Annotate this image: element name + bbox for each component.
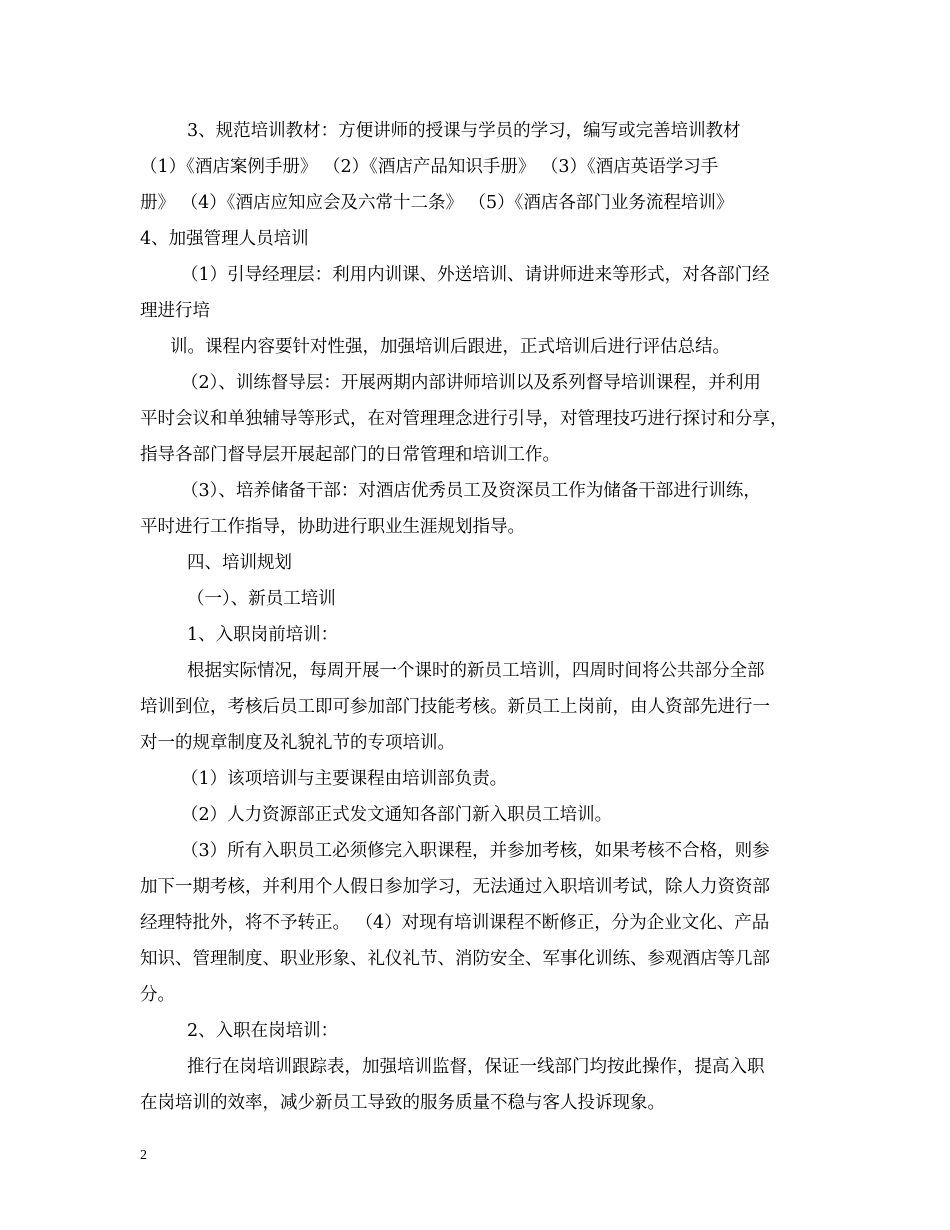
text-line: 理进行培 [140,301,210,321]
text-line: 根据实际情况，每周开展一个课时的新员工培训，四周时间将公共部分全部 [187,661,765,681]
text-line: （1）该项培训与主要课程由培训部负责。 [181,769,508,789]
text-line: 对一的规章制度及礼貌礼节的专项培训。 [140,733,455,753]
text-line: 推行在岗培训跟踪表，加强培训监督，保证一线部门均按此操作，提高入职 [187,1057,765,1077]
text-line: 3、规范培训教材：方便讲师的授课与学员的学习，编写或完善培训教材 [187,121,741,141]
text-line: 经理特批外，将不予转正。 （4）对现有培训课程不断修正，分为企业文化、产品 [140,913,770,933]
page-number: 2 [140,1148,147,1163]
text-line: 培训到位，考核后员工即可参加部门技能考核。新员工上岗前，由人资部先进行一 [140,697,770,717]
text-line: 2、入职在岗培训： [187,1021,339,1041]
text-line: 平时会议和单独辅导等形式，在对管理理念进行引导，对管理技巧进行探讨和分享， [140,409,788,429]
text-line: 1、入职岗前培训： [187,625,339,645]
text-line: 加下一期考核，并利用个人假日参加学习，无法通过入职培训考试，除人力资资部 [140,877,770,897]
text-line: 平时进行工作指导，协助进行职业生涯规划指导。 [140,517,525,537]
text-line: （1）《酒店案例手册》 （2）《酒店产品知识手册》 （3）《酒店英语学习手 [140,157,719,177]
text-line: 训。课程内容要针对性强，加强培训后跟进，正式培训后进行评估总结。 [170,337,730,357]
text-line: （3）所有入职员工必须修完入职课程，并参加考核，如果考核不合格，则参 [181,841,770,861]
text-line: 4、加强管理人员培训 [140,229,309,249]
text-line: 知识、管理制度、职业形象、礼仪礼节、消防安全、军事化训练、参观酒店等几部 [140,949,770,969]
text-line: （2）人力资源部正式发文通知各部门新入职员工培训。 [181,805,613,825]
text-line: （1）引导经理层：利用内训课、外送培训、请讲师进来等形式，对各部门经 [181,265,770,285]
text-line: （3）、培养储备干部：对酒店优秀员工及资深员工作为储备干部进行训练， [181,481,761,501]
text-line: 分。 [140,985,175,1005]
text-line: （2）、训练督导层：开展两期内部讲师培训以及系列督导培训课程，并利用 [181,373,761,393]
text-line: 指导各部门督导层开展起部门的日常管理和培训工作。 [140,445,560,465]
text-line: （一）、新员工培训 [187,589,336,609]
text-line: 册》 （4）《酒店应知应会及六常十二条》 （5）《酒店各部门业务流程培训》 [140,193,734,213]
text-line: 在岗培训的效率，减少新员工导致的服务质量不稳与客人投诉现象。 [140,1093,665,1113]
text-line: 四、培训规划 [187,553,292,573]
